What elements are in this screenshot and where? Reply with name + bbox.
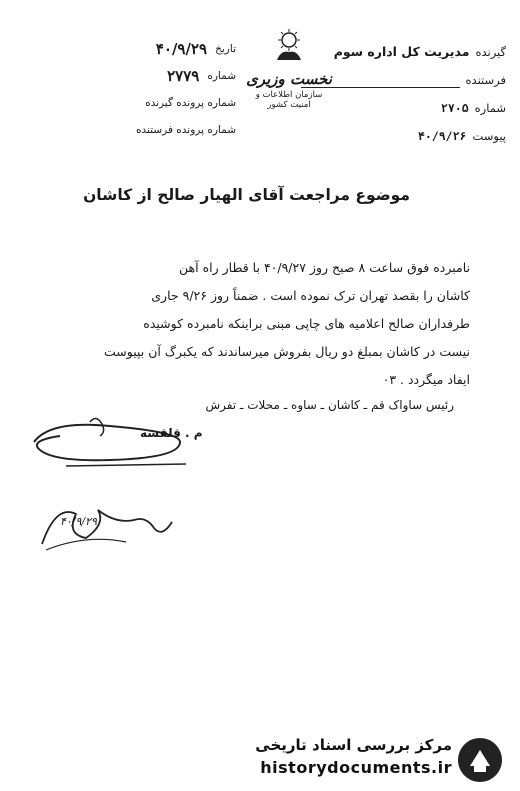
body-line: ایفاد میگردد . ۰۳: [382, 372, 470, 387]
signature-scribble-icon: [30, 414, 190, 470]
number-label: شماره: [474, 101, 506, 115]
government-emblem: [246, 28, 332, 148]
letter-body: [50, 254, 470, 394]
date-value-right: ۴۰/۹/۲۶: [417, 129, 467, 143]
lion-and-sun-icon: [269, 28, 309, 64]
body-line: نامبرده فوق ساعت ۸ صبح روز ۴۰/۹/۲۷ با قطار راه آهن: [179, 260, 470, 275]
handwritten-date: ۴۰/۹/۲۹: [60, 515, 97, 528]
recipient-value: مدیریت کل اداره سوم: [333, 44, 470, 59]
left-number-row: [96, 63, 236, 90]
recipient-label: گیرنده: [475, 45, 506, 59]
body-line: طرفداران صالح اعلامیه های چاپی مبنی براینکه نامبرده کوشیده: [143, 316, 470, 331]
sender-file-row: [96, 117, 236, 144]
cc-line: رئیس ساواک قم ـ کاشان ـ ساوه ـ محلات ـ تفرش: [205, 398, 454, 412]
recipient-file-label: شماره پرونده گیرنده: [145, 97, 236, 109]
recipient-file-row: [96, 90, 236, 117]
archive-logo-icon: [456, 736, 504, 784]
signature-label: م . قلقسه: [140, 426, 203, 440]
watermark-url: historydocuments.ir: [260, 758, 452, 777]
date-row: [96, 36, 236, 63]
header-left-block: [96, 36, 236, 144]
emblem-org: سازمان اطلاعات و امنیت کشور: [255, 90, 323, 110]
left-number-label: شماره: [207, 70, 236, 82]
body-line: نیست در کاشان بمبلغ دو ریال بفروش میرساندند که یکبرگ آن بپیوست: [104, 344, 470, 359]
left-number-value: ۲۷۷۹: [167, 67, 200, 85]
date-value-left: ۴۰/۹/۲۹: [155, 40, 208, 58]
attachment-label: پیوست: [472, 129, 506, 143]
number-value: ۲۷۰۵: [440, 101, 469, 115]
body-line: کاشان را بقصد تهران ترک نموده است . ضمناً روز ۹/۲۶ جاری: [151, 288, 470, 303]
sender-label: فرستنده: [465, 73, 506, 87]
handwritten-signature-icon: [36, 494, 176, 554]
subject-line: موضوع مراجعت آقای الهیار صالح از کاشان: [83, 186, 410, 204]
emblem-title: نخست وزیری: [246, 70, 332, 88]
watermark-persian: مرکز بررسی اسناد تاریخی: [255, 736, 452, 754]
sender-file-label: شماره پرونده فرستنده: [136, 124, 236, 136]
date-label: تاریخ: [215, 43, 236, 55]
